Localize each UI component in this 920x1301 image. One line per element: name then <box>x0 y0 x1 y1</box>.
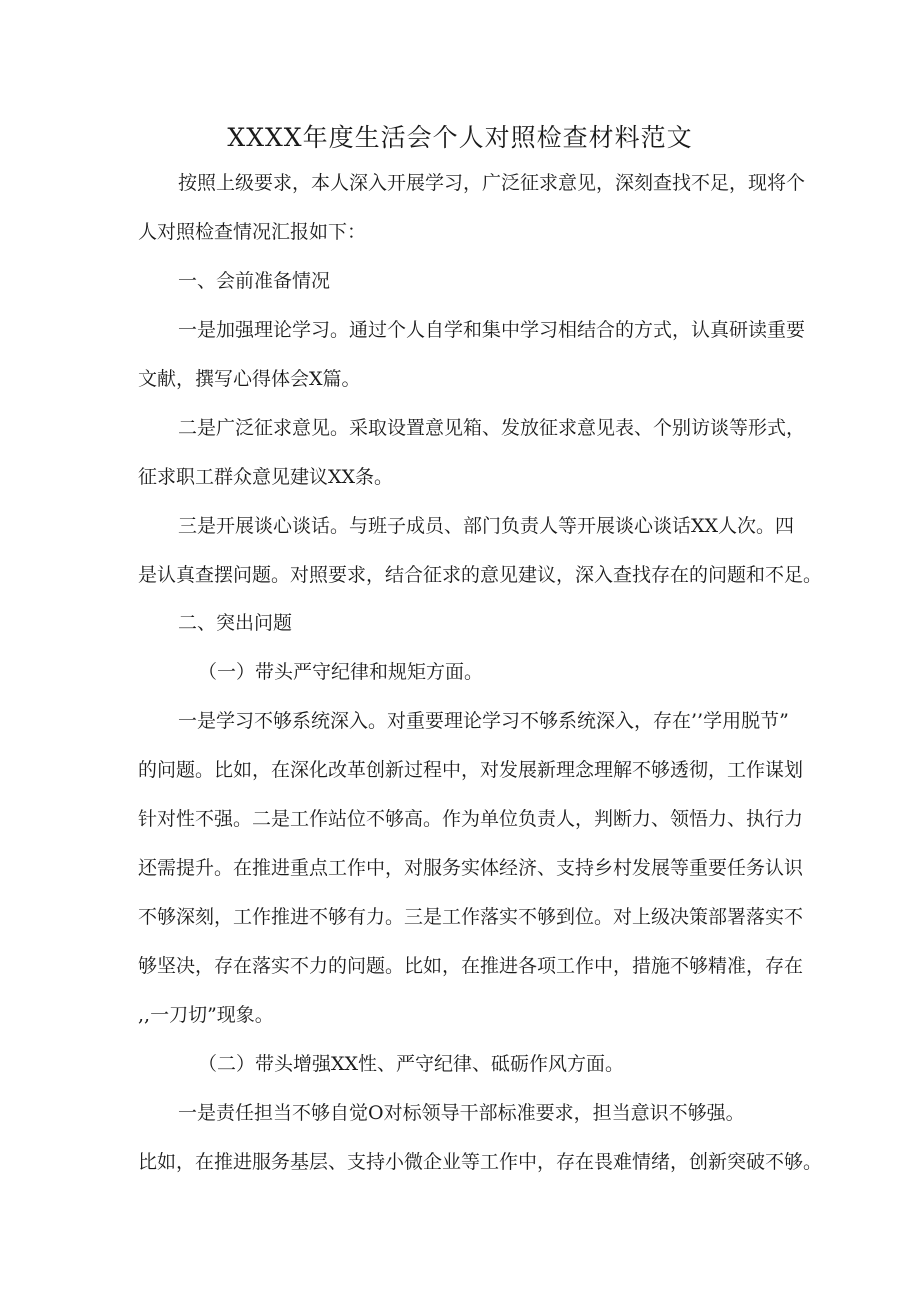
paragraph-line: 针对性不强。二是工作站位不够高。作为单位负责人，判断力、领悟力、执行力 <box>138 808 804 830</box>
paragraph-line: 一是责任担当不够自觉O对标领导干部标准要求，担当意识不够强。 <box>178 1102 745 1124</box>
subsection-heading: （一）带头严守纪律和规矩方面。 <box>198 661 484 683</box>
paragraph-line: 的问题。比如，在深化改革创新过程中，对发展新理念理解不够透彻，工作谋划 <box>138 759 804 781</box>
paragraph-line: 人对照检查情况汇报如下： <box>138 221 367 243</box>
paragraph-line: 征求职工群众意见建议XX条。 <box>138 466 394 488</box>
paragraph-line: 三是开展谈心谈话。与班子成员、部门负责人等开展谈心谈话XX人次。四 <box>178 515 795 537</box>
section-heading: 一、会前准备情况 <box>178 270 331 292</box>
document-title: XXXX年度生活会个人对照检查材料范文 <box>227 123 693 152</box>
paragraph-line: 够坚决，存在落实不力的问题。比如，在推进各项工作中，措施不够精准，存在 <box>138 955 804 977</box>
subsection-heading: （二）带头增强XX性、严守纪律、砥砺作风方面。 <box>198 1053 625 1075</box>
paragraph-line: 按照上级要求，本人深入开展学习，广泛征求意见，深刻查找不足，现将个 <box>178 172 806 194</box>
paragraph-line: 比如，在推进服务基层、支持小微企业等工作中，存在畏难情绪，创新突破不够。 <box>138 1151 823 1173</box>
paragraph-line: 是认真查摆问题。对照要求，结合征求的意见建议，深入查找存在的问题和不足。 <box>138 564 823 586</box>
paragraph-line: 文献，撰写心得体会X篇。 <box>138 368 361 390</box>
paragraph-line: 一是学习不够系统深入。对重要理论学习不够系统深入，存在’’学用脱节” <box>178 710 789 732</box>
paragraph-line: 二是广泛征求意见。采取设置意见箱、发放征求意见表、个别访谈等形式， <box>178 417 806 439</box>
paragraph-line: 还需提升。在推进重点工作中，对服务实体经济、支持乡村发展等重要任务认识 <box>138 857 804 879</box>
paragraph-line: 一是加强理论学习。通过个人自学和集中学习相结合的方式，认真研读重要 <box>178 319 806 341</box>
paragraph-line: 不够深刻，工作推进不够有力。三是工作落实不够到位。对上级决策部署落实不 <box>138 906 804 928</box>
section-heading: 二、突出问题 <box>178 612 293 634</box>
paragraph-line: ,,一刀切”现象。 <box>138 1004 274 1026</box>
